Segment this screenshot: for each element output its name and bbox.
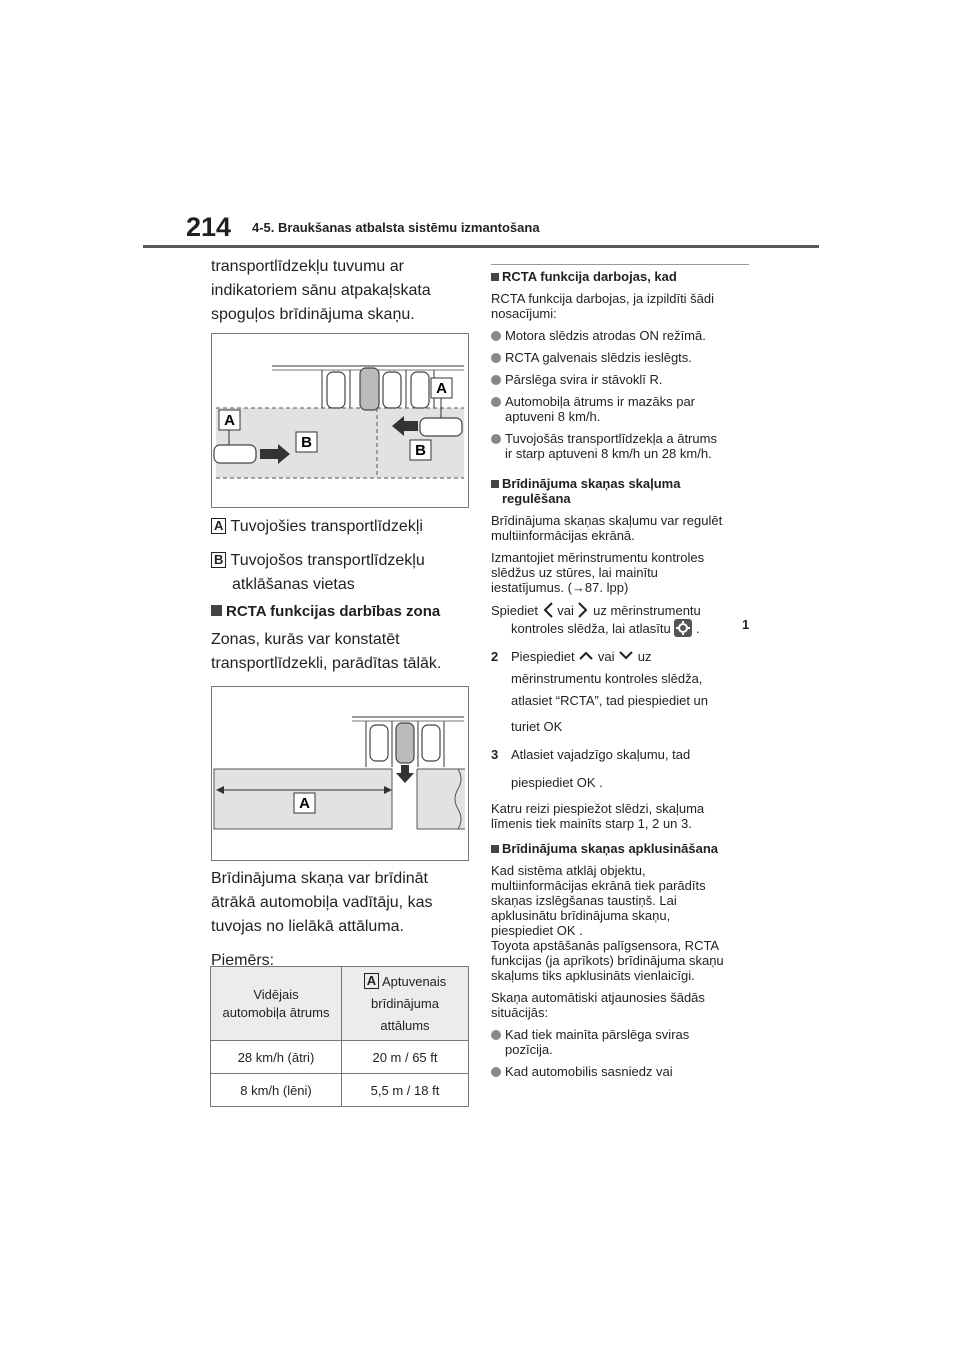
bullet-text: Pārslēga svira ir stāvoklī R. <box>505 372 663 387</box>
section-volume <box>491 476 751 595</box>
ok-icon: OK <box>576 775 596 790</box>
list-item <box>491 1027 751 1057</box>
s3-text: situācijās: <box>491 1005 549 1020</box>
step1-text: vai <box>557 603 574 618</box>
legend-a <box>211 515 473 539</box>
s3-text: Skaņa automātiski atjaunosies šādās <box>491 990 705 1005</box>
s1-intro: RCTA funkcija darbojas, ja izpildīti šādi <box>491 291 715 306</box>
list-item <box>491 431 751 461</box>
s3-text: skaņas izslēgšanas taustiņš. Lai <box>491 893 677 908</box>
step2-text: vai <box>597 649 615 664</box>
s2-heading <box>491 476 751 491</box>
s1-heading <box>491 269 751 284</box>
step2-text: atlasiet “RCTA”, tad piespiediet un <box>511 693 709 708</box>
step2-text: uz <box>637 649 652 664</box>
step2-text: turiet <box>511 719 540 734</box>
s3-text: Toyota apstāšanās palīgsensora, RCTA <box>491 938 720 953</box>
step-2 <box>491 646 751 738</box>
step-number: 2 <box>491 649 499 664</box>
step1-text: kontroles slēdža, lai atlasītu <box>511 621 671 636</box>
table-cell-distance: 5,5 m / 18 ft <box>342 1074 469 1107</box>
step2-text: mērinstrumentu kontroles slēdža, <box>511 671 703 686</box>
section-mute <box>491 841 751 1079</box>
zone-line: transportlīdzekli, parādītas tālāk. <box>211 655 442 672</box>
s2-heading-text: Brīdinājuma skaņas skaļuma <box>502 476 681 491</box>
table-cell-distance: 20 m / 65 ft <box>342 1041 469 1074</box>
step3-text: piespiediet <box>511 775 574 790</box>
legend-b-text-cont: atklāšanas vietas <box>232 576 355 593</box>
s3-text: skaļums tiks apklusināts vienlaicīgi. <box>491 968 695 983</box>
section-rcta-conditions <box>491 269 751 461</box>
page-number: 214 <box>186 212 232 242</box>
legend-a-text: Tuvojošies transportlīdzekļi <box>230 518 423 535</box>
ref-text: iestatījumus. ( <box>491 580 572 595</box>
chapter-title: 4-5. Braukšanas atbalsta sistēmu izmantošana <box>252 220 540 235</box>
header-speed-line: automobiļa ātrums <box>222 1004 330 1020</box>
header-distance-key: A <box>364 973 379 989</box>
step-number: 3 <box>491 747 499 762</box>
section-rule <box>491 264 749 265</box>
chevron-up-icon <box>578 650 594 660</box>
warn-line: tuvojas no lielākā attāluma. <box>211 918 404 935</box>
step1-text: uz mērinstrumentu <box>593 603 701 618</box>
list-item <box>491 394 751 424</box>
header-rule <box>143 245 819 248</box>
s1-intro: nosacījumi: <box>491 306 557 321</box>
header-distance-line: Aptuvenais <box>381 973 447 989</box>
page-ref-arrow-icon: → <box>571 580 585 595</box>
s3-text: piespiediet <box>491 923 554 938</box>
bullet-text: Tuvojošās transportlīdzekļa a ātrums <box>505 431 717 446</box>
table-row <box>211 1041 469 1074</box>
s3-text-ok <box>491 923 751 938</box>
list-item <box>491 1064 751 1079</box>
example-label: Piemērs: <box>211 952 275 969</box>
s2-text: slēdžus uz stūres, lai mainītu <box>491 565 658 580</box>
fig1-label-a-right: A <box>436 380 447 397</box>
table-header-speed <box>211 967 342 1041</box>
zone-heading <box>211 603 473 620</box>
step-3 <box>491 744 751 794</box>
step3-text: Atlasiet vajadzīgo skaļumu, tad <box>511 747 691 762</box>
zone-line: Zonas, kurās var konstatēt <box>211 631 400 648</box>
ok-icon: OK <box>556 923 576 938</box>
chevron-right-icon <box>577 601 589 619</box>
s2-text: Katru reizi piespiežot slēdzi, skaļuma <box>491 801 705 816</box>
rcta-detection-figure <box>211 333 469 508</box>
ref-text: 87. lpp) <box>584 580 629 595</box>
intro-line: spoguļos brīdinājuma skaņu. <box>211 306 415 323</box>
fig2-label-a: A <box>299 795 310 812</box>
header-distance-line: attālums <box>380 1017 430 1033</box>
legend-b <box>211 549 473 573</box>
header-distance-line: brīdinājuma <box>371 995 439 1011</box>
bullet-text: ir starp aptuveni 8 km/h un 28 km/h. <box>505 446 712 461</box>
list-item <box>491 372 751 387</box>
intro-line: transportlīdzekļu tuvumu ar <box>211 258 404 275</box>
table-cell-speed: 28 km/h (ātri) <box>211 1041 342 1074</box>
step1-text: Spiediet <box>491 603 538 618</box>
table-header-row <box>211 967 469 1041</box>
s2-heading-text: regulēšana <box>502 491 571 506</box>
s3-heading-text: Brīdinājuma skaņas apklusināšana <box>502 841 719 856</box>
bullet-text: Automobiļa ātrums ir mazāks par <box>505 394 696 409</box>
s3-text: Kad sistēma atklāj objektu, <box>491 863 646 878</box>
bullet-text: aptuveni 8 km/h. <box>505 409 601 424</box>
list-item <box>491 350 751 365</box>
step2-text: Piespiediet <box>511 649 575 664</box>
legend-a-key: A <box>211 518 226 534</box>
ok-icon: OK <box>543 719 563 734</box>
bullet-text: Kad tiek mainīta pārslēga sviras <box>505 1027 690 1042</box>
gear-icon <box>674 619 692 637</box>
legend-b-key: B <box>211 552 226 568</box>
chevron-left-icon <box>542 601 554 619</box>
step-1 <box>491 601 751 637</box>
legend <box>211 515 473 597</box>
s2-text: līmenis tiek mainīts starp 1, 2 un 3. <box>491 816 692 831</box>
warn-line: ātrākā automobiļa vadītāju, kas <box>211 894 433 911</box>
s3-text: funkcijas (ja aprīkots) brīdinājuma skaņu <box>491 953 724 968</box>
zone-paragraph <box>211 628 473 676</box>
s3-heading <box>491 841 751 856</box>
chevron-down-icon <box>618 650 634 660</box>
s1-heading-text: RCTA funkcija darbojas, kad <box>502 269 677 284</box>
warn-paragraph <box>211 867 473 973</box>
s3-text: . <box>579 923 583 938</box>
fig1-label-b-left: B <box>301 434 312 451</box>
intro-paragraph <box>211 255 473 327</box>
step3-text: . <box>599 775 603 790</box>
zone-heading-text: RCTA funkcijas darbības zona <box>226 603 441 620</box>
table-header-distance <box>342 967 469 1041</box>
bullet-text: Kad automobilis sasniedz vai <box>505 1064 673 1079</box>
bullet-text: RCTA galvenais slēdzis ieslēgts. <box>505 350 692 365</box>
intro-line: indikatoriem sānu atpakaļskata <box>211 282 431 299</box>
bullet-text: Motora slēdzis atrodas ON režīmā. <box>505 328 706 343</box>
step1-text: . <box>695 621 700 636</box>
list-item <box>491 328 751 343</box>
distance-table <box>210 966 469 1107</box>
step-number: 1 <box>742 617 750 632</box>
volume-levels-text <box>491 801 751 831</box>
s2-text: multiinformācijas ekrānā. <box>491 528 635 543</box>
bullet-text: pozīcija. <box>505 1042 553 1057</box>
warn-line: Brīdinājuma skaņa var brīdināt <box>211 870 428 887</box>
s2-text-ref <box>491 580 751 595</box>
s3-text: apklusinātu brīdinājuma skaņu, <box>491 908 671 923</box>
rcta-zone-figure <box>211 686 469 861</box>
s3-text: multiinformācijas ekrānā tiek parādīts <box>491 878 706 893</box>
table-cell-speed: 8 km/h (lēni) <box>211 1074 342 1107</box>
legend-b-text: Tuvojošos transportlīdzekļu <box>230 552 425 569</box>
s2-text: Brīdinājuma skaņas skaļumu var regulēt <box>491 513 723 528</box>
table-row <box>211 1074 469 1107</box>
header-speed-line: Vidējais <box>253 986 299 1002</box>
fig1-label-a-left: A <box>224 412 235 429</box>
fig1-label-b-right: B <box>415 442 426 459</box>
s2-text: Izmantojiet mērinstrumentu kontroles <box>491 550 705 565</box>
